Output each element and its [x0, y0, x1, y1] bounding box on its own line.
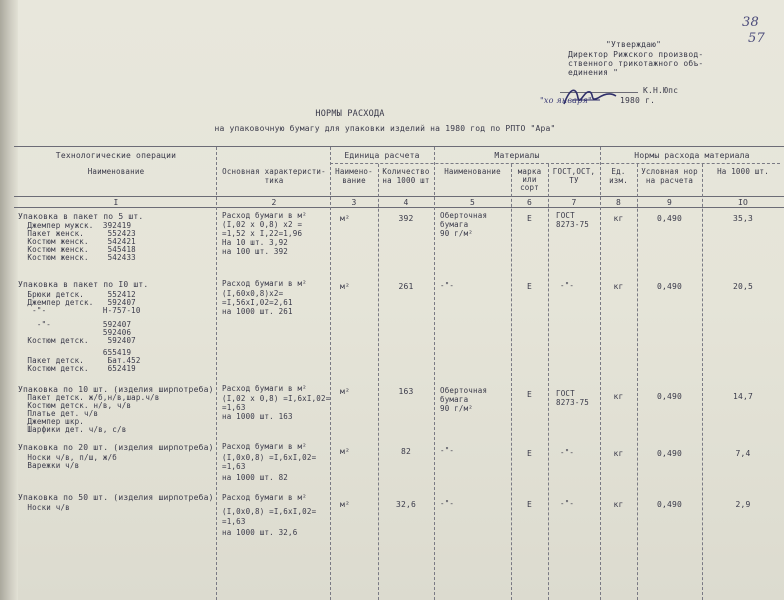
col-divider [702, 164, 703, 600]
row-per1000: 14,7 [732, 392, 754, 401]
row-spec: Расход бумаги в м² [222, 442, 307, 451]
row-item: 655419 [18, 348, 132, 357]
row-op-name: Упаковка по 20 шт. (изделия ширпотреба) [18, 443, 214, 452]
row-material: 90 г/м² [440, 404, 474, 413]
row-gost: -"- [560, 499, 575, 508]
folio-number [740, 16, 770, 50]
row-gost: ГОСТ [556, 211, 575, 220]
row-gost: 8273-75 [556, 398, 590, 407]
header-group-unit: Единица расчета [344, 151, 420, 160]
col-number: 2 [271, 198, 277, 207]
row-spec: на 1000 шт. 82 [222, 473, 289, 482]
row-grade: Е [526, 214, 533, 223]
approval-line-3: единения " [568, 68, 619, 77]
header-col-4a: Количество [382, 167, 430, 176]
row-spec: Расход бумаги в м² [222, 493, 307, 502]
binding-edge [0, 0, 18, 600]
col-divider [434, 147, 435, 600]
row-spec: (I,02 х 0,8) х2 = [222, 220, 303, 229]
row-cond: 0,490 [656, 282, 683, 291]
row-item: Носки ч/в, п/ш, ж/б [18, 453, 118, 462]
row-qty: 392 [398, 214, 414, 223]
row-spec: Расход бумаги в м² [222, 279, 307, 288]
col-numbers-rule [14, 207, 784, 208]
col-divider [548, 164, 549, 600]
row-material: 90 г/м² [440, 229, 474, 238]
header-group-rule [330, 163, 780, 164]
approval-date: "хо января" [540, 96, 592, 105]
row-unit: м² [340, 447, 351, 456]
header-col-6b: или [522, 175, 537, 184]
row-qty: 261 [398, 282, 414, 291]
row-meas: кг [613, 392, 624, 401]
header-group-materials: Материалы [494, 151, 540, 160]
row-item: Костюм детск. 652419 [18, 364, 136, 373]
approval-year: 1980 г. [620, 96, 656, 105]
row-op-name: Упаковка по 10 шт. (изделия ширпотреба) [18, 385, 214, 394]
row-item: Шарфики дет. ч/в, с/в [18, 425, 127, 434]
row-material: -"- [440, 281, 455, 290]
header-col-4b: на 1000 шт [382, 176, 430, 185]
col-number: 4 [403, 198, 409, 207]
header-col-2a: Основная характеристи- [222, 167, 326, 176]
row-item: Носки ч/в [18, 503, 70, 512]
header-col-8b: изм. [609, 176, 628, 185]
row-spec: (I,0х0,8) =I,6хI,02= [222, 453, 317, 462]
col-divider [637, 164, 638, 600]
row-spec: Расход бумаги в м² [222, 211, 307, 220]
row-item: Пакет женск. 552423 [18, 229, 136, 238]
row-item: Костюм женск. 545418 [18, 245, 136, 254]
row-qty: 32,6 [395, 500, 417, 509]
folio-top: 38 [742, 15, 759, 30]
row-op-name: Упаковка по 50 шт. (изделия ширпотреба) [18, 493, 214, 502]
row-grade: Е [526, 390, 533, 399]
col-number: 8 [615, 198, 622, 207]
header-group-norms: Нормы расхода материала [634, 151, 750, 160]
row-unit: м² [340, 214, 351, 223]
row-per1000: 7,4 [735, 449, 751, 458]
header-col-2b: тика [264, 176, 284, 185]
col-number: 6 [526, 198, 533, 207]
row-meas: кг [613, 282, 624, 291]
row-op-name: Упаковка в пакет по 5 шт. [18, 212, 144, 221]
row-per1000: 20,5 [732, 282, 754, 291]
col-number: 5 [469, 198, 476, 207]
row-unit: м² [340, 282, 351, 291]
row-qty: 163 [398, 387, 414, 396]
approval-signer: К.Н.Юпс [643, 86, 679, 95]
approval-title: "Утверждаю" [606, 40, 662, 49]
row-item: Пакет детск. ж/б,н/в,шар.ч/в [18, 393, 160, 402]
header-col-3b: вание [342, 176, 366, 185]
row-gost: -"- [560, 448, 575, 457]
header-col-5: Наименование [444, 167, 501, 176]
row-item: Пакет детск. Бат.452 [18, 356, 141, 365]
header-col-6c: сорт [520, 183, 539, 192]
row-material: -"- [440, 446, 455, 455]
row-meas: кг [613, 500, 624, 509]
row-item: Джемпер детск. 592407 [18, 298, 136, 307]
row-item: Варежки ч/в [18, 461, 80, 470]
row-material: Оберточная [440, 211, 488, 220]
row-item: Костюм детск. н/в, ч/в [18, 401, 132, 410]
header-col-9a: Условная нор [641, 167, 698, 176]
row-gost: -"- [560, 281, 575, 290]
row-item: 592406 [18, 328, 132, 337]
header-col-8a: Ед. [611, 167, 626, 176]
row-spec: Расход бумаги в м² [222, 384, 307, 393]
row-per1000: 2,9 [735, 500, 751, 509]
header-col-1: Наименование [87, 167, 145, 176]
approval-line-1: Директор Рижского производ- [568, 50, 704, 59]
row-item: Костюм женск. 542433 [18, 253, 136, 262]
row-spec: =1,63 [222, 517, 246, 526]
doc-title: НОРМЫ РАСХОДА [315, 109, 385, 119]
approval-line-2: ственного трикотажного объ- [568, 59, 704, 68]
row-cond: 0,490 [656, 214, 683, 223]
row-gost: 8273-75 [556, 220, 590, 229]
row-material: бумага [440, 220, 469, 229]
row-item: Брюки детск. 552412 [18, 290, 136, 299]
header-group-tech: Технологические операции [55, 151, 177, 160]
header-col-3a: Наимено- [335, 167, 373, 176]
row-meas: кг [613, 214, 624, 223]
row-qty: 82 [400, 447, 412, 456]
col-number: 7 [571, 198, 577, 207]
row-cond: 0,490 [656, 392, 683, 401]
col-divider [511, 164, 512, 600]
row-spec: На 10 шт. 3,92 [222, 238, 289, 247]
header-col-7b: ТУ [569, 176, 579, 185]
row-spec: (I,02 х 0,8) =I,6хI,02= [222, 394, 331, 403]
row-item: Костюм женск. 542421 [18, 237, 136, 246]
row-per1000: 35,3 [732, 214, 754, 223]
row-spec: =I,56хI,02=2,61 [222, 298, 293, 307]
row-spec: (I,60х0,8)х2= [222, 289, 284, 298]
row-unit: м² [340, 387, 351, 396]
row-material: Оберточная [440, 386, 488, 395]
doc-subtitle: на упаковочную бумагу для упаковки изделий на 1980 год по РПТО "Ара" [214, 124, 556, 133]
row-spec: (I,0х0,8) =I,6хI,02= [222, 507, 317, 516]
row-grade: Е [526, 282, 533, 291]
row-grade: Е [526, 500, 533, 509]
row-cond: 0,490 [656, 500, 683, 509]
header-col-7a: ГОСТ,ОСТ, [552, 167, 596, 176]
col-number: 9 [666, 198, 673, 207]
signature-mark [560, 84, 620, 110]
row-material: -"- [440, 499, 455, 508]
col-number: IO [737, 198, 749, 207]
col-divider [216, 147, 217, 600]
row-spec: на 1000 шт. 261 [222, 307, 293, 316]
col-divider [378, 164, 379, 600]
row-spec: на 100 шт. 392 [222, 247, 289, 256]
folio-bottom: 57 [748, 31, 765, 46]
row-gost: ГОСТ [556, 389, 575, 398]
row-spec: =1,52 х I,22=1,96 [222, 229, 303, 238]
row-meas: кг [613, 449, 624, 458]
row-item: -"- Н-757-10 [18, 306, 141, 315]
row-item: Джемпер мужск. 392419 [18, 221, 132, 230]
row-spec: =1,63 [222, 403, 246, 412]
col-number: I [113, 198, 119, 207]
row-spec: на 1000 шт. 163 [222, 412, 293, 421]
header-col-10: На 1000 шт. [717, 167, 769, 176]
row-cond: 0,490 [656, 449, 683, 458]
table-top-rule [14, 146, 784, 147]
col-number: 3 [351, 198, 357, 207]
row-grade: Е [526, 449, 533, 458]
row-spec: на 1000 шт. 32,6 [222, 528, 298, 537]
header-bottom-rule [14, 196, 784, 197]
row-item: Джемпер шкр. [18, 417, 85, 426]
col-divider [330, 147, 331, 600]
row-item: Костюм детск. 592407 [18, 336, 136, 345]
row-item: -"- 592407 [18, 320, 132, 329]
row-material: бумага [440, 395, 469, 404]
header-col-6a: марка [517, 167, 542, 176]
row-op-name: Упаковка в пакет по I0 шт. [18, 280, 149, 289]
row-item: Платье дет. ч/в [18, 409, 99, 418]
header-col-9b: на расчета [645, 176, 694, 185]
row-unit: м² [340, 500, 351, 509]
row-spec: =1,63 [222, 462, 246, 471]
